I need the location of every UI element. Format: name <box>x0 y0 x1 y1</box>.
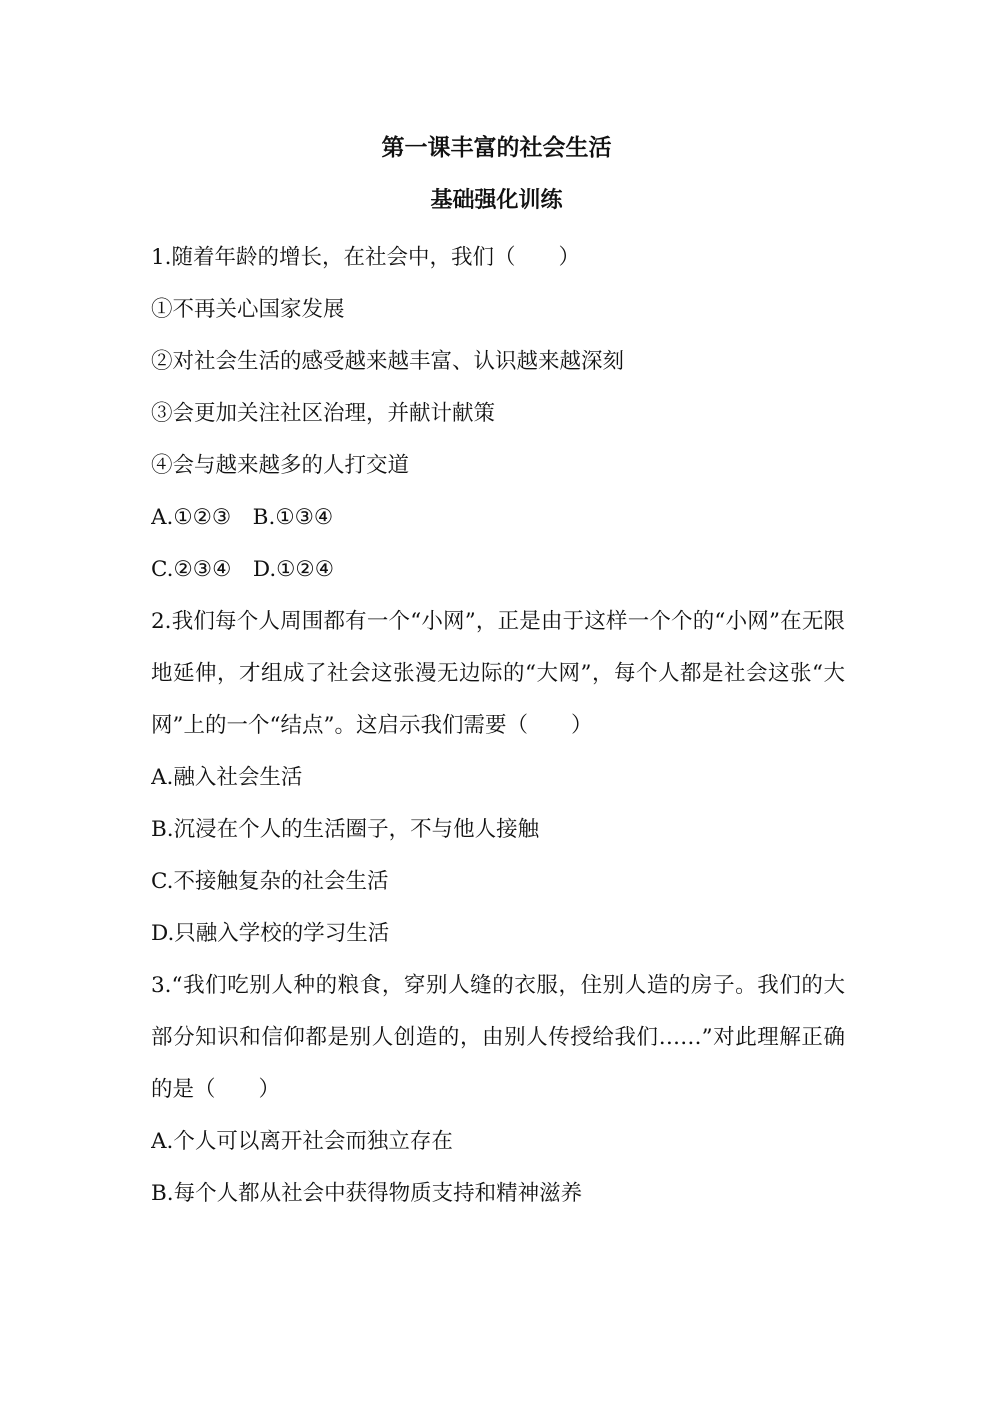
question-1-statement: ③会更加关注社区治理，并献计献策 <box>151 401 496 426</box>
question-3-stem: 3.“我们吃别人种的粮食，穿别人缝的衣服，住别人造的房子。我们的大部分知识和信仰都是别人创造的，由别人传授给我们……”对此理解正确的是（ ） <box>151 973 845 1102</box>
question-1-statement: ④会与越来越多的人打交道 <box>151 453 410 478</box>
question-1-options-ab: A.①②③ B.①③④ <box>151 505 334 530</box>
page-title: 第一课丰富的社会生活 <box>381 134 612 161</box>
question-2-option-b: B.沉浸在个人的生活圈子，不与他人接触 <box>151 817 540 842</box>
question-list <box>151 232 845 1220</box>
question-1-stem: 1.随着年龄的增长，在社会中，我们（ ） <box>151 245 581 270</box>
question-1-options-cd: C.②③④ D.①②④ <box>151 557 334 582</box>
question-2-option-a: A.融入社会生活 <box>151 765 303 790</box>
question-1-statement: ①不再关心国家发展 <box>151 297 345 322</box>
question-3-option-b: B.每个人都从社会中获得物质支持和精神滋养 <box>151 1181 583 1206</box>
question-2-option-d: D.只融入学校的学习生活 <box>151 921 390 946</box>
question-3-option-a: A.个人可以离开社会而独立存在 <box>151 1129 453 1154</box>
question-1-statement: ②对社会生活的感受越来越丰富、认识越来越深刻 <box>151 349 625 374</box>
section-subtitle: 基础强化训练 <box>430 187 563 213</box>
question-2-stem: 2.我们每个人周围都有一个“小网”，正是由于这样一个个的“小网”在无限地延伸，才组成了社会这张漫无边际的“大网”，每个人都是社会这张“大网”上的一个“结点”。这启示我们需要（ ） <box>151 609 845 738</box>
question-2-option-c: C.不接触复杂的社会生活 <box>151 869 389 894</box>
